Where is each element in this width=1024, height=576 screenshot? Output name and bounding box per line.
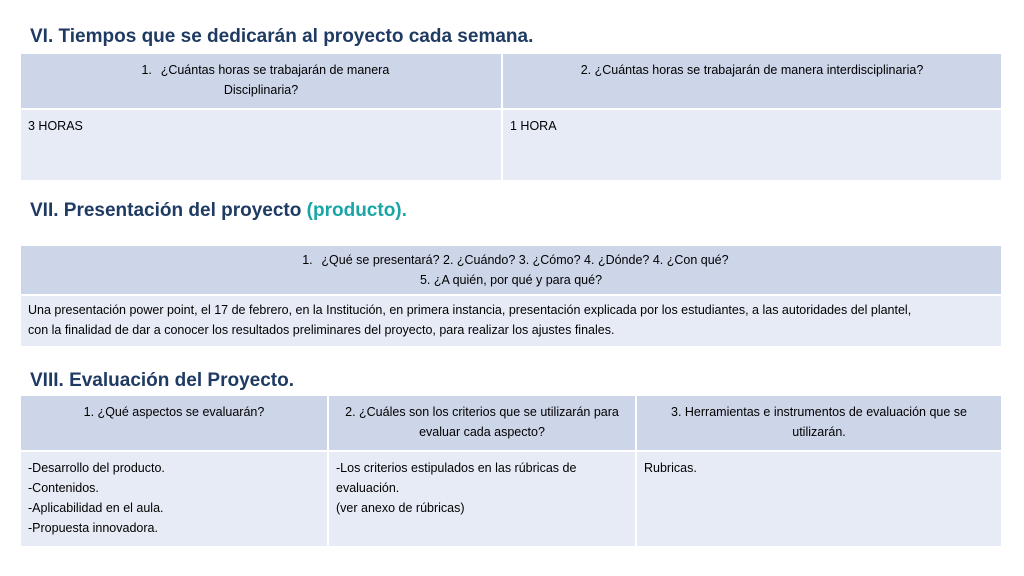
- table-row: [21, 110, 1001, 182]
- list-item: -Contenidos.: [28, 481, 99, 495]
- section-6-title: VI. Tiempos que se dedicarán al proyecto cada semana.: [30, 26, 534, 47]
- header-text: evaluar cada aspecto?: [419, 425, 545, 439]
- header-text: 2. ¿Cuáles son los criterios que se utilizarán para: [345, 405, 619, 419]
- presentation-answer: [21, 296, 1001, 348]
- aspects-header: 1. ¿Qué aspectos se evaluarán?: [21, 396, 329, 452]
- criteria-header: [329, 396, 637, 452]
- presentation-questions-header: [21, 246, 1001, 296]
- answer-text: con la finalidad de dar a conocer los resultados preliminares del proyecto, para realizar los ajustes finales.: [28, 323, 615, 337]
- table-row: [21, 452, 1001, 548]
- list-item: evaluación.: [336, 481, 400, 495]
- list-item: -Desarrollo del producto.: [28, 461, 165, 475]
- aspects-cell: [21, 452, 329, 548]
- header-text: ¿Cuántas horas se trabajarán de manera: [160, 63, 390, 77]
- section-8-title: VIII. Evaluación del Proyecto.: [30, 370, 294, 391]
- header-text: ¿Qué se presentará? 2. ¿Cuándo? 3. ¿Cómo? 4. ¿Dónde? 4. ¿Con qué?: [321, 253, 729, 267]
- header-text: 5. ¿A quién, por qué y para qué?: [419, 273, 603, 287]
- interdisciplinary-hours-header: 2. ¿Cuántas horas se trabajarán de manera interdisciplinaria?: [503, 54, 1001, 110]
- answer-text: Una presentación power point, el 17 de febrero, en la Institución, en primera instancia, presentación explicada por los estudiantes, a las autoridades del plantel,: [28, 303, 912, 317]
- instruments-header: [637, 396, 1001, 452]
- table-row: [21, 296, 1001, 348]
- weekly-time-table: [21, 54, 1001, 182]
- header-text: 3. Herramientas e instrumentos de evaluación que se: [671, 405, 967, 419]
- table-row: [21, 246, 1001, 296]
- list-item: (ver anexo de rúbricas): [336, 501, 465, 515]
- presentation-table: [21, 246, 1001, 348]
- question-number: 1.: [141, 63, 152, 77]
- instruments-cell: Rubricas.: [637, 452, 1001, 548]
- disciplinary-hours-value: 3 HORAS: [21, 110, 503, 182]
- table-row: [21, 54, 1001, 110]
- list-item: -Aplicabilidad en el aula.: [28, 501, 164, 515]
- evaluation-table: [21, 396, 1001, 548]
- list-item: -Propuesta innovadora.: [28, 521, 158, 535]
- title-accent: (producto).: [306, 200, 407, 221]
- criteria-cell: [329, 452, 637, 548]
- list-item: -Los criterios estipulados en las rúbricas de: [336, 461, 577, 475]
- header-text: Disciplinaria?: [223, 83, 299, 97]
- title-main: VII. Presentación del proyecto: [30, 200, 307, 221]
- question-number: 1.: [302, 253, 313, 267]
- section-7-title: [30, 200, 407, 222]
- disciplinary-hours-header: [21, 54, 503, 110]
- table-row: [21, 396, 1001, 452]
- interdisciplinary-hours-value: 1 HORA: [503, 110, 1001, 182]
- header-text: utilizarán.: [792, 425, 846, 439]
